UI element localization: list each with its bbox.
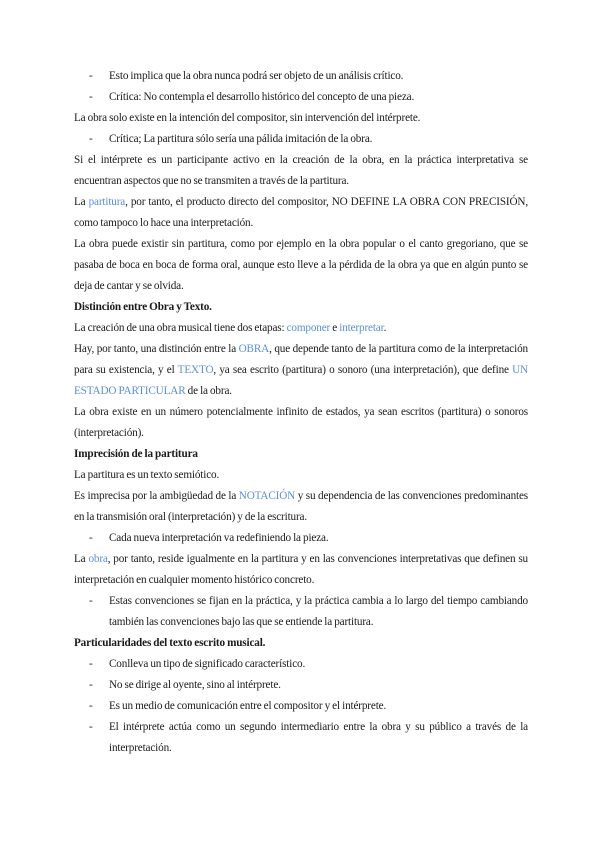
bullet-item xyxy=(74,129,528,150)
highlighted-term: componer xyxy=(286,322,331,334)
bullet-item xyxy=(74,675,528,696)
bullet-text: El intérprete actúa como un segundo intermediario entre la obra y su público a través de la interpretación. xyxy=(109,721,528,754)
bullet-item xyxy=(74,717,528,759)
bullet-text: No se dirige al oyente, sino al intérprete. xyxy=(109,679,281,691)
highlighted-term: interpretar xyxy=(339,322,384,334)
bullet-dash: - xyxy=(89,133,93,145)
paragraph: La obra puede existir sin partitura, como por ejemplo en la obra popular o el canto gregoriano, que se pasaba de boca en boca de forma oral, aunque esto lleve a la pérdida de la obra ya que en algún punto se deja de cantar y se olvida. xyxy=(74,238,528,292)
bullet-item xyxy=(74,654,528,675)
section-heading: Particularidades del texto escrito musical. xyxy=(74,637,266,649)
bullet-dash: - xyxy=(89,700,93,712)
paragraph: La partitura es un texto semiótico. xyxy=(74,469,220,481)
bullet-text: Crítica: No contempla el desarrollo histórico del concepto de una pieza. xyxy=(109,91,415,103)
paragraph: La obra, por tanto, reside igualmente en la partitura y en las convenciones interpretativas que definen su interpretación en cualquier momento histórico concreto. xyxy=(74,553,528,586)
highlighted-term: partitura xyxy=(88,196,126,208)
bullet-text: Cada nueva interpretación va redefiniendo la pieza. xyxy=(109,532,329,544)
paragraph: Si el intérprete es un participante activo en la creación de la obra, en la práctica interpretativa se encuentran aspectos que no se transmiten a través de la partitura. xyxy=(74,154,528,187)
bullet-text: Es un medio de comunicación entre el compositor y el intérprete. xyxy=(109,700,387,712)
highlighted-term: NOTACIÓN xyxy=(238,490,296,502)
paragraph: La obra existe en un número potencialmente infinito de estados, ya sean escritos (partitura) o sonoros (interpretación). xyxy=(74,406,528,439)
bullet-item xyxy=(74,696,528,717)
paragraph: Hay, por tanto, una distinción entre la OBRA, que depende tanto de la partitura como de la interpretación para su existencia, y el TEXTO, ya sea escrito (partitura) o sonoro (una interpretación), que define UN ESTADO PARTICULAR de la obra. xyxy=(74,343,528,397)
bullet-text: Estas convenciones se fijan en la práctica, y la práctica cambia a lo largo del tiempo cambiando también las convenciones bajo las que se entiende la partitura. xyxy=(109,595,528,628)
paragraph: La partitura, por tanto, el producto directo del compositor, NO DEFINE LA OBRA CON PRECISIÓN, como tampoco lo hace una interpretación. xyxy=(74,196,528,229)
bullet-item xyxy=(74,87,528,108)
bullet-dash: - xyxy=(89,70,93,82)
paragraph: Es imprecisa por la ambigüedad de la NOTACIÓN y su dependencia de las convenciones predominantes en la transmisión oral (interpretación) y de la escritura. xyxy=(74,490,528,523)
bullet-dash: - xyxy=(89,721,93,733)
highlighted-term: TEXTO xyxy=(177,364,214,376)
bullet-item xyxy=(74,591,528,633)
bullet-text: Crítica; La partitura sólo sería una pálida imitación de la obra. xyxy=(109,133,373,145)
bullet-item xyxy=(74,66,528,87)
highlighted-term: OBRA xyxy=(238,343,270,355)
bullet-dash: - xyxy=(89,679,93,691)
bullet-dash: - xyxy=(89,658,93,670)
paragraph: La obra solo existe en la intención del compositor, sin intervención del intérprete. xyxy=(74,112,421,124)
bullet-dash: - xyxy=(89,532,93,544)
section-heading: Distinción entre Obra y Texto. xyxy=(74,301,212,313)
bullet-dash: - xyxy=(89,91,93,103)
bullet-dash: - xyxy=(89,595,93,607)
section-heading: Imprecisión de la partitura xyxy=(74,448,198,460)
highlighted-term: obra xyxy=(88,553,108,565)
highlighted-term: UN ESTADO PARTICULAR xyxy=(74,364,528,397)
document-page xyxy=(74,66,528,759)
bullet-text: Esto implica que la obra nunca podrá ser objeto de un análisis crítico. xyxy=(109,70,404,82)
paragraph: La creación de una obra musical tiene dos etapas: componer e interpretar. xyxy=(74,322,387,334)
bullet-item xyxy=(74,528,528,549)
bullet-text: Conlleva un tipo de significado característico. xyxy=(109,658,306,670)
